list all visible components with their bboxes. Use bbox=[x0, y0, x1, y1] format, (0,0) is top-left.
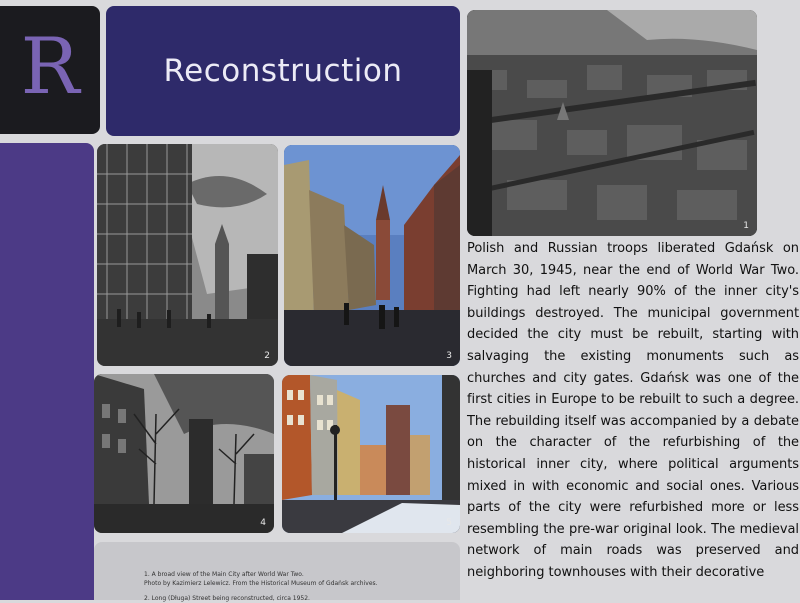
photo-number: 1 bbox=[743, 221, 749, 231]
photo-rebuilt-street bbox=[284, 145, 460, 366]
photo-aerial-ruins bbox=[467, 10, 757, 236]
photo-colorful-townhouses-image bbox=[282, 375, 460, 533]
decorative-side-bar bbox=[0, 143, 94, 600]
photo-scaffolding-street-image bbox=[97, 144, 278, 366]
section-letter-tile bbox=[0, 6, 100, 134]
caption-line: Photo by Kazimierz Lelewicz. From the Historical Museum of Gdańsk archives. bbox=[144, 580, 378, 587]
photo-colorful-townhouses bbox=[282, 375, 460, 533]
photo-number: 4 bbox=[260, 518, 266, 528]
section-letter: R bbox=[20, 22, 80, 112]
photo-ruins-tower bbox=[94, 374, 274, 533]
photo-ruins-tower-image bbox=[94, 374, 274, 533]
title-tile bbox=[106, 6, 460, 136]
body-text: Polish and Russian troops liberated Gdańsk on March 30, 1945, near the end of World War Two. Fighting had left nearly 90% of the inner city's buildings destroyed. The municipal government decided the city must be rebuilt, starting with salvaging the existing monuments such as churches and city gates. Gdańsk was one of the first cities in Europe to be rebuilt to such a degree. The rebuilding itself was accompanied by a debate on the character of the refurbishing of the historical inner city, where political arguments mixed in with economic and social ones. Various parts of the city were refurbished more or less resembling the pre-war original look. The medieval network of main roads was preserved and neighboring townhouses with their decorative bbox=[467, 241, 799, 580]
photo-aerial-ruins-image bbox=[467, 10, 757, 236]
caption-box bbox=[94, 542, 460, 600]
photo-rebuilt-street-image bbox=[284, 145, 460, 366]
page-title: Reconstruction bbox=[163, 53, 403, 89]
caption-line: 2. Long (Długa) Street being reconstructed, circa 1952. bbox=[144, 595, 310, 602]
photo-scaffolding-street bbox=[97, 144, 278, 366]
caption-line: 1. A broad view of the Main City after World War Two. bbox=[144, 571, 304, 578]
photo-number: 5 bbox=[446, 518, 452, 528]
photo-number: 2 bbox=[264, 351, 270, 361]
photo-number: 3 bbox=[446, 351, 452, 361]
